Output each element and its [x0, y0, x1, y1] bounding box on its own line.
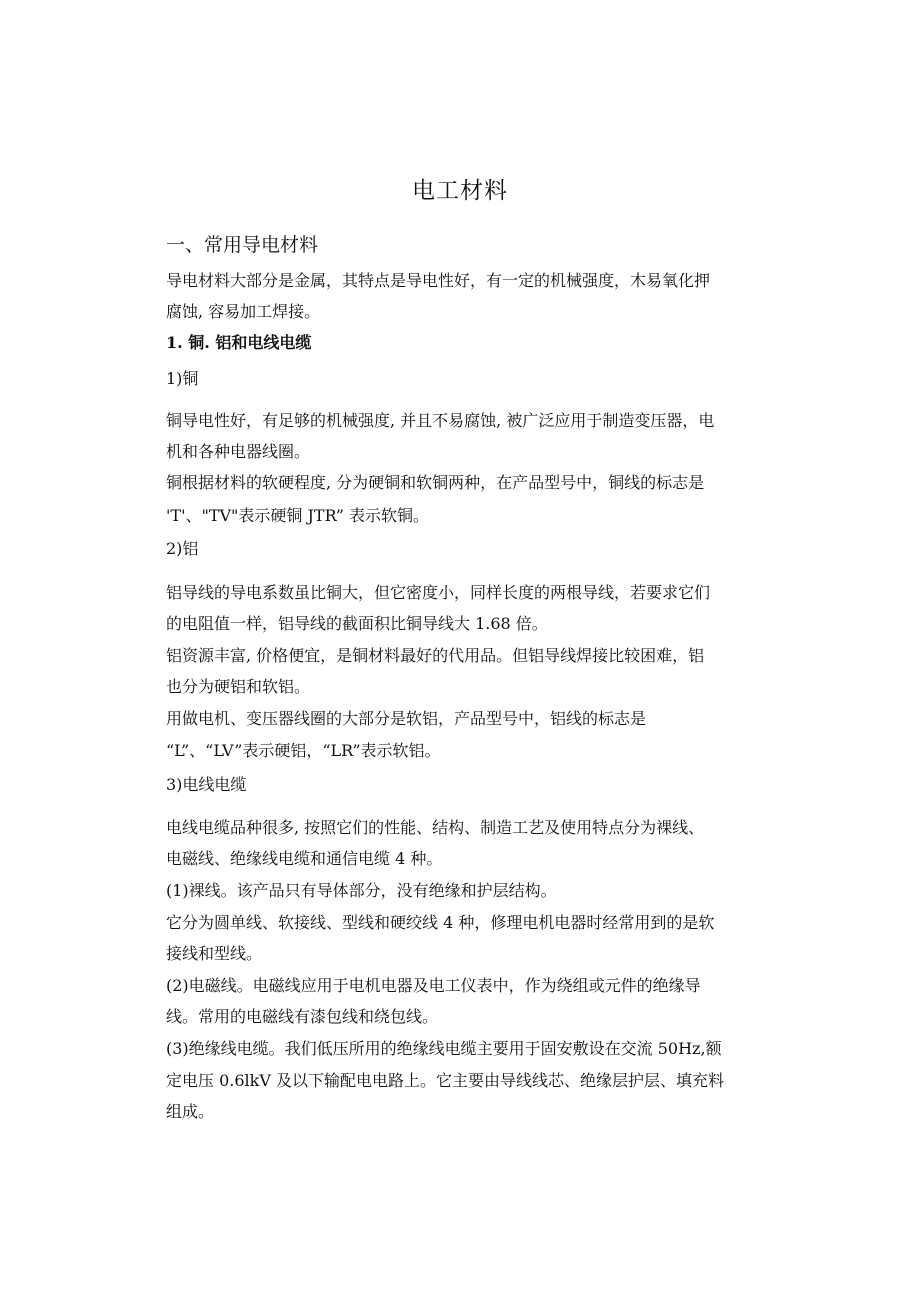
subsection-heading-copper-aluminum-cable: 1. 铜. 铝和电线电缆: [166, 333, 312, 352]
paragraph-line: 机和各种电器线圈。: [166, 442, 311, 461]
paragraph-line: 铜根据材料的软硬程度, 分为硬铜和软铜两种，在产品型号中，铜线的标志是: [166, 473, 705, 492]
paragraph-line: 也分为硬铝和软铝。: [166, 677, 311, 696]
paragraph-line: 用做电机、变压器线圈的大部分是软铝，产品型号中，铝线的标志是: [166, 709, 647, 728]
paragraph-line: 铝导线的导电系数虽比铜大，但它密度小，同样长度的两根导线，若要求它们: [166, 583, 711, 602]
section-heading-conductive-materials: 一、常用导电材料: [166, 234, 319, 256]
item-heading-aluminum: 2)铝: [166, 539, 199, 558]
paragraph-line: (3)绝缘线电缆。我们低压所用的绝缘线电缆主要用于固安敷设在交流 50Hz,额: [166, 1039, 722, 1058]
paragraph-line: 接线和型线。: [166, 944, 263, 963]
paragraph-line: 的电阻值一样，铝导线的截面积比铜导线大 1.68 倍。: [166, 614, 548, 633]
paragraph-line: 电磁线、绝缘线电缆和通信电缆 4 种。: [166, 849, 443, 868]
paragraph-line: 线。常用的电磁线有漆包线和绕包线。: [166, 1007, 439, 1026]
document-title: 电工材料: [412, 178, 508, 204]
paragraph-line: (1)裸线。该产品只有导体部分，没有绝缘和护层结构。: [166, 881, 557, 900]
paragraph-line: “L”、“LV”表示硬铝，“LR”表示软铝。: [166, 741, 441, 760]
paragraph-line: 它分为圆单线、软接线、型线和硬绞线 4 种，修理电机电器时经常用到的是软: [166, 913, 715, 932]
paragraph-line: 腐蚀, 容易加工焊接。: [166, 302, 321, 321]
item-heading-wire-cable: 3)电线电缆: [166, 775, 247, 794]
item-heading-copper: 1)铜: [166, 369, 199, 388]
paragraph-line: 'T'、"TV"表示硬铜 JTR” 表示软铜。: [166, 506, 430, 525]
paragraph-line: 导电材料大部分是金属，其特点是导电性好，有一定的机械强度，木易氧化押: [166, 271, 711, 290]
paragraph-line: 铜导电性好，有足够的机械强度, 并且不易腐蚀, 被广泛应用于制造变压器，电: [166, 411, 715, 430]
paragraph-line: 铝资源丰富, 价格便宜，是铜材料最好的代用品。但铝导线焊接比较困难，铝: [166, 646, 705, 665]
paragraph-line: (2)电磁线。电磁线应用于电机电器及电工仪表中，作为绕组或元件的绝缘导: [166, 976, 701, 995]
paragraph-line: 定电压 0.6lkV 及以下输配电电路上。它主要由导线线芯、绝缘层护层、填充料: [166, 1071, 724, 1090]
paragraph-line: 电线电缆品种很多, 按照它们的性能、结构、制造工艺及使用特点分为裸线、: [166, 818, 705, 837]
paragraph-line: 组成。: [166, 1102, 215, 1121]
